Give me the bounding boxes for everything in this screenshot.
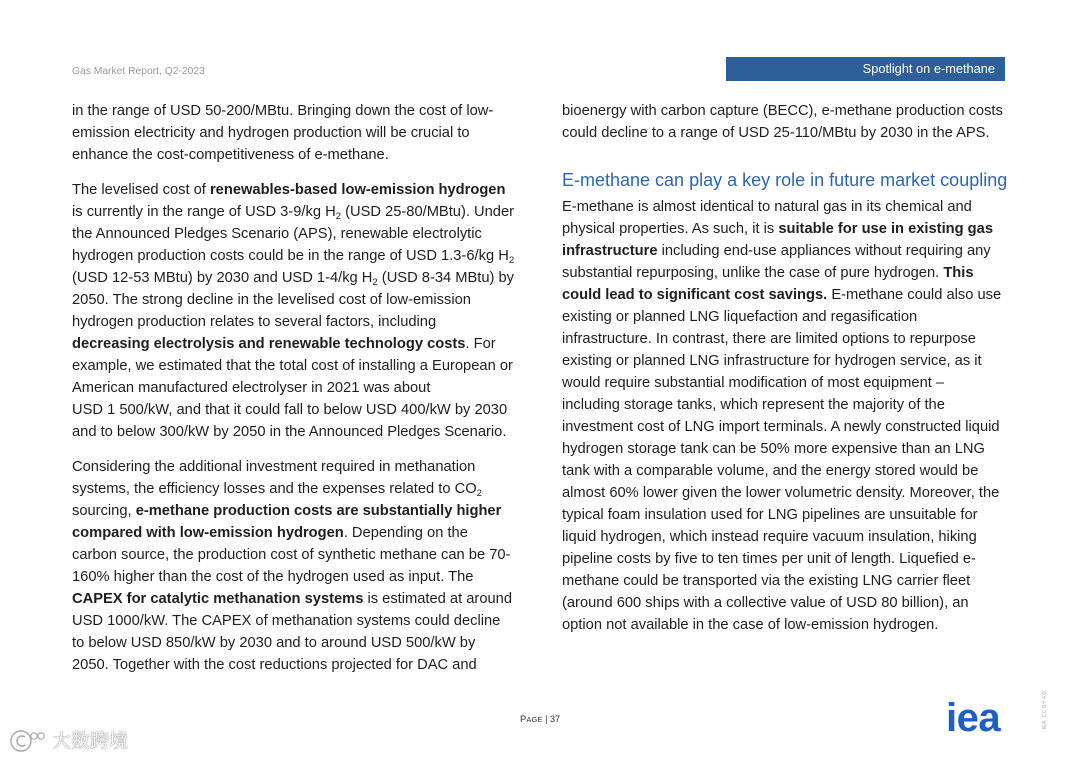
text-line: [562, 196, 1012, 218]
text-run: methane could be transported via the existing LNG carrier fleet: [562, 573, 971, 589]
text-run: The levelised cost of: [72, 182, 210, 198]
text-line: [72, 478, 522, 500]
text-run: (USD 8-34 MBtu) by: [377, 270, 515, 286]
paragraph: [72, 456, 522, 676]
text-run: existing or planned LNG liquefaction and regasification: [562, 309, 918, 325]
text-run: bioenergy with carbon capture (BECC), e-methane production costs: [562, 103, 1003, 119]
bold-text: This: [943, 265, 974, 281]
text-line: [562, 306, 1012, 328]
text-line: [562, 394, 1012, 416]
text-run: American manufactured electrolyser in 2021 was about: [72, 380, 431, 396]
text-run: emission electricity and hydrogen production will be crucial to: [72, 125, 470, 141]
text-line: [72, 522, 522, 544]
bold-text: CAPEX for catalytic methanation systems: [72, 591, 364, 607]
license-note: IEA. CC BY 4.0.: [1042, 690, 1048, 730]
text-line: [562, 570, 1012, 592]
bold-text: could lead to significant cost savings.: [562, 287, 828, 303]
paragraph: [72, 100, 522, 166]
subscript-text: 2: [476, 488, 482, 499]
text-line: [72, 179, 522, 201]
text-line: [72, 544, 522, 566]
text-line: [562, 504, 1012, 526]
text-run: carbon source, the production cost of synthetic methane can be 70-: [72, 547, 511, 563]
text-line: [562, 526, 1012, 548]
text-run: USD 1000/kW. The CAPEX of methanation systems could decline: [72, 613, 501, 629]
text-run: 2050. The strong decline in the levelised cost of low-emission: [72, 292, 471, 308]
text-run: . Depending on the: [343, 525, 468, 541]
text-run: almost 60% lower given the lower volumetric density. Moreover, the: [562, 485, 1000, 501]
subscript-text: 2: [508, 255, 515, 266]
text-line: [562, 240, 1012, 262]
text-line: [72, 610, 522, 632]
text-run: hydrogen storage tank can be 50% more expensive than an LNG: [562, 441, 985, 457]
paragraph: [562, 196, 1012, 636]
text-line: [562, 592, 1012, 614]
text-run: sourcing,: [72, 503, 136, 519]
report-title: Gas Market Report, Q2-2023: [72, 66, 205, 77]
page-label: PAGE: [519, 713, 543, 724]
watermark-text: 大数跨境: [52, 730, 129, 752]
watermark-logo-icon: [8, 728, 48, 754]
text-run: example, we estimated that the total cost of installing a European or: [72, 358, 513, 374]
text-line: [72, 201, 522, 223]
text-run: E-methane could also use: [827, 287, 1002, 303]
text-run: in the range of USD 50-200/MBtu. Bringing down the cost of low-: [72, 103, 494, 119]
text-run: infrastructure. In contrast, there are limited options to repurpose: [562, 331, 976, 347]
text-run: (USD 25-80/MBtu). Under: [340, 204, 515, 220]
text-line: [562, 372, 1012, 394]
text-run: . For: [465, 336, 496, 352]
section-banner-label: Spotlight on e-methane: [862, 61, 995, 76]
text-run: USD 1 500/kW, and that it could fall to below USD 400/kW by 2030: [72, 402, 508, 418]
text-run: 2050. Together with the cost reductions projected for DAC and: [72, 657, 477, 673]
text-line: [562, 218, 1012, 240]
text-line: [562, 482, 1012, 504]
text-line: [562, 416, 1012, 438]
section-banner: [726, 57, 1005, 81]
text-line: [562, 350, 1012, 372]
bold-text: renewables-based low-emission hydrogen: [209, 182, 506, 198]
text-line: [562, 328, 1012, 350]
text-line: [72, 100, 522, 122]
paragraph: [562, 100, 1012, 144]
text-run: hydrogen production costs could be in the range of USD 1.3-6/kg H: [72, 248, 509, 264]
text-run: (USD 12-53 MBtu) by 2030 and USD 1-4/kg H: [72, 270, 373, 286]
text-run: physical properties. As such, it is: [562, 221, 779, 237]
text-run: including end-use appliances without requiring any: [657, 243, 991, 259]
text-line: [72, 654, 522, 676]
subscript-text: 2: [372, 277, 378, 288]
text-line: [72, 500, 522, 522]
text-run: 160% higher than the cost of the hydrogen used as input. The: [72, 569, 474, 585]
section-heading: E-methane can play a key role in future market coupling: [562, 170, 1008, 190]
text-line: [562, 548, 1012, 570]
text-line: [562, 284, 1012, 306]
text-run: and to below 300/kW by 2050 in the Announced Pledges Scenario.: [72, 424, 507, 440]
text-run: could decline to a range of USD 25-110/MBtu by 2030 in the APS.: [562, 125, 990, 141]
text-line: [72, 267, 522, 289]
text-line: [72, 456, 522, 478]
bold-text: suitable for use in existing gas: [778, 221, 993, 237]
text-run: would require substantial modification of most equipment –: [562, 375, 945, 391]
text-line: [562, 438, 1012, 460]
right-column: [562, 100, 1012, 649]
page-number-value: 37: [550, 714, 561, 724]
text-line: [562, 122, 1012, 144]
page-number: [0, 713, 1080, 726]
bold-text: e-methane production costs are substantially higher: [135, 503, 502, 519]
bold-text: infrastructure: [562, 243, 658, 259]
text-line: [72, 632, 522, 654]
text-run: existing or planned LNG infrastructure for hydrogen service, as it: [562, 353, 982, 369]
text-run: hydrogen production relates to several factors, including: [72, 314, 437, 330]
text-line: [562, 460, 1012, 482]
text-line: [72, 399, 522, 421]
text-line: [72, 223, 522, 245]
text-run: systems, the efficiency losses and the expenses related to CO: [72, 481, 477, 497]
text-run: option not available in the case of low-emission hydrogen.: [562, 617, 939, 633]
text-line: [72, 566, 522, 588]
text-run: investment cost of LNG import terminals. A newly constructed liquid: [562, 419, 1000, 435]
text-line: [72, 289, 522, 311]
text-run: the Announced Pledges Scenario (APS), renewable electrolytic: [72, 226, 482, 242]
text-run: is currently in the range of USD 3-9/kg H: [72, 204, 336, 220]
text-line: [72, 355, 522, 377]
text-run: Considering the additional investment required in methanation: [72, 459, 476, 475]
left-column: [72, 100, 522, 689]
text-line: [72, 144, 522, 166]
paragraph: [72, 179, 522, 443]
text-line: [72, 377, 522, 399]
text-line: [72, 122, 522, 144]
bold-text: compared with low-emission hydrogen: [72, 525, 344, 541]
text-line: [72, 245, 522, 267]
text-run: enhance the cost-competitiveness of e-methane.: [72, 147, 389, 163]
text-line: [72, 333, 522, 355]
text-line: [72, 421, 522, 443]
text-run: typical foam insulation used for LNG pipelines are unsuitable for: [562, 507, 978, 523]
text-run: to below USD 850/kW by 2030 and to around USD 500/kW by: [72, 635, 476, 651]
text-line: [72, 311, 522, 333]
subscript-text: 2: [335, 211, 341, 222]
page-separator: |: [545, 714, 548, 724]
text-run: (around 600 ships with a collective value of USD 80 billion), an: [562, 595, 969, 611]
bold-text: decreasing electrolysis and renewable technology costs: [72, 336, 466, 352]
text-run: liquid hydrogen, which instead require vacuum insulation, hiking: [562, 529, 977, 545]
text-run: pipeline costs by five to ten times per unit of length. Liquefied e-: [562, 551, 976, 567]
text-run: E-methane is almost identical to natural gas in its chemical and: [562, 199, 972, 215]
watermark: [8, 727, 128, 755]
text-run: including storage tanks, which represent the majority of the: [562, 397, 945, 413]
text-run: substantial repurposing, unlike the case of pure hydrogen.: [562, 265, 944, 281]
text-line: [562, 100, 1012, 122]
iea-logo: iea: [946, 696, 1001, 740]
text-line: [72, 588, 522, 610]
text-line: [562, 262, 1012, 284]
text-run: tank with a comparable volume, and the energy stored would be: [562, 463, 979, 479]
text-run: is estimated at around: [363, 591, 512, 607]
text-line: [562, 614, 1012, 636]
